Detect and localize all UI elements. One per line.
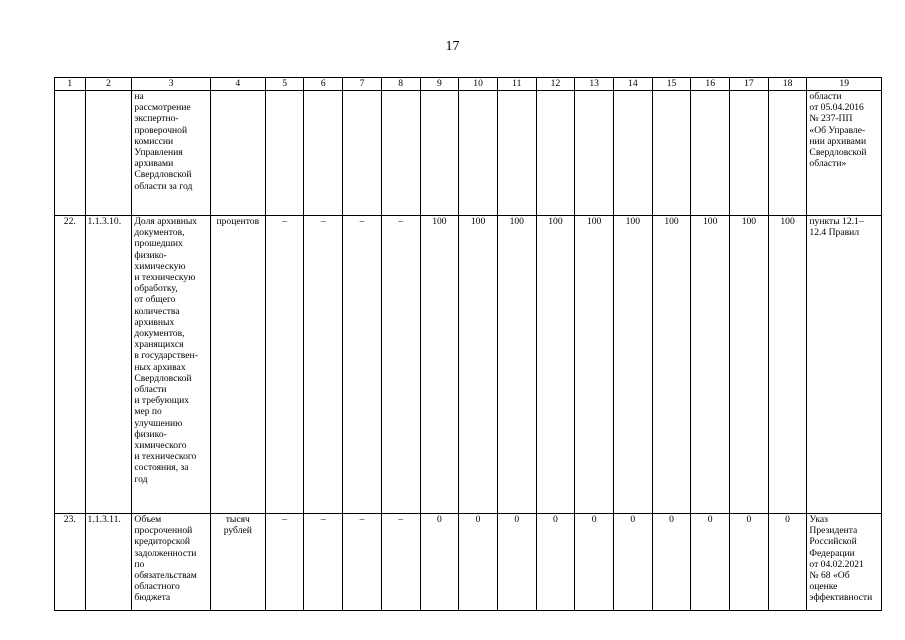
value-cell: 100: [420, 216, 459, 514]
value-cell: –: [381, 216, 420, 514]
value-cell: [575, 91, 614, 216]
value-cell: –: [265, 216, 304, 514]
header-cell: 2: [85, 78, 132, 91]
value-cell: 0: [730, 514, 769, 611]
value-cell: 100: [691, 216, 730, 514]
header-cell: 18: [768, 78, 807, 91]
value-cell: –: [381, 514, 420, 611]
value-cell: [343, 91, 382, 216]
value-cell: 100: [536, 216, 575, 514]
value-cell: 100: [730, 216, 769, 514]
unit-cell: [210, 91, 265, 216]
value-cell: [730, 91, 769, 216]
value-cell: –: [304, 514, 343, 611]
value-cell: [381, 91, 420, 216]
table-row: [55, 216, 882, 514]
header-cell: 13: [575, 78, 614, 91]
value-cell: 100: [613, 216, 652, 514]
value-cell: [459, 91, 498, 216]
unit-cell: тысяч рублей: [210, 514, 265, 611]
value-cell: 0: [497, 514, 536, 611]
indicators-table: [54, 77, 882, 611]
value-cell: [652, 91, 691, 216]
page-number: 17: [445, 39, 460, 54]
header-cell: 12: [536, 78, 575, 91]
header-cell: 16: [691, 78, 730, 91]
value-cell: 100: [497, 216, 536, 514]
indicator-name: на рассмотрение экспертно- проверочной комиссии Управления архивами Свердловской области за год: [132, 91, 210, 216]
value-cell: 100: [768, 216, 807, 514]
value-cell: [420, 91, 459, 216]
value-cell: 100: [459, 216, 498, 514]
legal-basis: области от 05.04.2016 № 237-ПП «Об Управле- нии архивами Свердловской области»: [807, 91, 882, 216]
header-cell: 1: [55, 78, 86, 91]
header-cell: 5: [265, 78, 304, 91]
value-cell: [304, 91, 343, 216]
value-cell: [536, 91, 575, 216]
header-cell: 17: [730, 78, 769, 91]
value-cell: 0: [575, 514, 614, 611]
value-cell: [265, 91, 304, 216]
header-cell: 15: [652, 78, 691, 91]
value-cell: –: [265, 514, 304, 611]
header-cell: 14: [613, 78, 652, 91]
indicator-name: Доля архивных документов, прошедших физико- химическую и техническую обработку, от общего количества архивных документов, хранящихся в государствен- ных архивах Свердловской области и требующих мер по улучшению физико- химического и технического состояния, за год: [132, 216, 210, 514]
value-cell: 0: [536, 514, 575, 611]
table-row: [55, 91, 882, 216]
value-cell: 0: [691, 514, 730, 611]
table-row: [55, 514, 882, 611]
header-cell: 9: [420, 78, 459, 91]
header-row: [55, 78, 882, 91]
row-number: 23.: [55, 514, 86, 611]
value-cell: 0: [459, 514, 498, 611]
value-cell: 0: [420, 514, 459, 611]
header-cell: 8: [381, 78, 420, 91]
unit-cell: процентов: [210, 216, 265, 514]
header-cell: 4: [210, 78, 265, 91]
row-number: [55, 91, 86, 216]
indicator-name: Объем просроченной кредиторской задолженности по обязательствам областного бюджета: [132, 514, 210, 611]
value-cell: [691, 91, 730, 216]
header-cell: 3: [132, 78, 210, 91]
value-cell: [497, 91, 536, 216]
header-cell: 11: [497, 78, 536, 91]
header-cell: 7: [343, 78, 382, 91]
row-code: 1.1.3.11.: [85, 514, 132, 611]
header-cell: 10: [459, 78, 498, 91]
value-cell: [613, 91, 652, 216]
header-cell: 19: [807, 78, 882, 91]
value-cell: 0: [613, 514, 652, 611]
row-code: 1.1.3.10.: [85, 216, 132, 514]
value-cell: –: [343, 514, 382, 611]
value-cell: 100: [652, 216, 691, 514]
value-cell: 0: [768, 514, 807, 611]
value-cell: 0: [652, 514, 691, 611]
value-cell: 100: [575, 216, 614, 514]
row-code: [85, 91, 132, 216]
legal-basis: Указ Президента Российской Федерации от 04.02.2021 № 68 «Об оценке эффективности: [807, 514, 882, 611]
value-cell: –: [343, 216, 382, 514]
legal-basis: пункты 12.1– 12.4 Правил: [807, 216, 882, 514]
header-cell: 6: [304, 78, 343, 91]
value-cell: [768, 91, 807, 216]
value-cell: –: [304, 216, 343, 514]
row-number: 22.: [55, 216, 86, 514]
